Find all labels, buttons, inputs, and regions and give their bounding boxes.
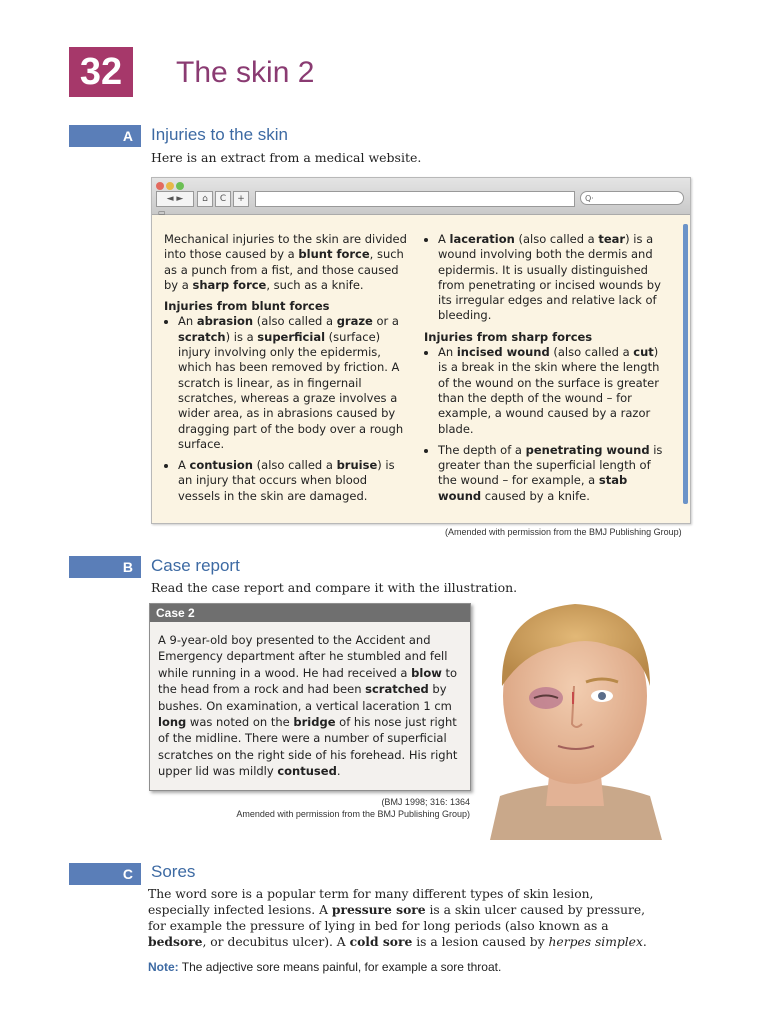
section-c-tab: C (69, 863, 141, 885)
zoom-window-button[interactable] (176, 182, 184, 190)
article-intro: Mechanical injuries to the skin are divided into those caused by a blunt force, such as a punch from a fist, and those caused by a sharp force, such as a knife. (164, 232, 407, 292)
section-a-tab: A (69, 125, 141, 147)
heading-blunt-forces: Injuries from blunt forces (164, 299, 330, 314)
browser-window (151, 177, 691, 524)
minimize-window-button[interactable] (166, 182, 174, 190)
section-b-title: Case report (151, 556, 240, 575)
reload-icon[interactable]: C (215, 191, 231, 207)
note (148, 960, 501, 974)
list-item: • An incised wound (also called a cut) is a break in the skin where the length of the wound on the surface is greater than the depth of the wound – for example, a wound caused by a razor blade. (438, 345, 670, 437)
scrollbar[interactable] (683, 224, 688, 504)
case-text: A 9-year-old boy presented to the Accident and Emergency department after he stumbled and fell while running in a wood. He had received a blow to the head from a rock and had been scratched by bushes. On examination, a vertical laceration 1 cm long was noted on the bridge of his nose just right of the midline. There were a number of superficial scratches on the right side of his forehead. His right upper lid was mildly contused. (158, 633, 458, 779)
case-box (149, 603, 471, 791)
close-window-button[interactable] (156, 182, 164, 190)
article-column-left (164, 232, 409, 510)
list-item: • A laceration (also called a tear) is a wound involving both the dermis and epidermis. It is usually distinguished from penetrating or incised wounds by its irregular edges and relative lack of bleeding. (438, 232, 670, 324)
credit-a: (Amended with permission from the BMJ Publishing Group) (445, 527, 682, 537)
note-label: Note: (148, 960, 179, 974)
section-b-tab: B (69, 556, 141, 578)
address-bar[interactable] (255, 191, 575, 207)
add-tab-icon[interactable]: + (233, 191, 249, 207)
section-a-title: Injuries to the skin (151, 125, 289, 144)
note-text: The adjective sore means painful, for example a sore throat. (178, 960, 502, 974)
unit-title: The skin 2 (176, 56, 315, 89)
section-c-title: Sores (151, 862, 196, 881)
back-forward-buttons[interactable]: ◄ ► (156, 191, 194, 207)
boy-illustration (480, 596, 670, 840)
list-item: • The depth of a penetrating wound is greater than the superficial length of the wound – for example, a stab wound caused by a knife. (438, 443, 670, 504)
credit-b: (BMJ 1998; 316: 1364 Amended with permission from the BMJ Publishing Group) (236, 797, 470, 819)
article-column-right (424, 232, 670, 510)
bookmarks-icon[interactable]: ▭ (158, 208, 166, 217)
heading-sharp-forces: Injuries from sharp forces (424, 329, 593, 344)
list-item: • An abrasion (also called a graze or a scratch) is a superficial (surface) injury involving only the epidermis, which has been removed by friction. A scratch is linear, as in fingernail scratches, whereas a graze involves a wider area, as in abrasions caused by dragging part of the body over a rough surface. (178, 314, 409, 452)
section-a-intro: Here is an extract from a medical website. (151, 150, 422, 165)
sores-paragraph: The word sore is a popular term for many different types of skin lesion, especially infected lesions. A pressure sore is a skin ulcer caused by pressure, for example the pressure of lying in bed for long periods (also known as a bedsore, or decubitus ulcer). A cold sore is a lesion caused by herpes simplex. (148, 887, 647, 949)
browser-toolbar (152, 178, 690, 215)
section-b-intro: Read the case report and compare it with the illustration. (151, 580, 518, 595)
home-icon[interactable]: ⌂ (197, 191, 213, 207)
search-field[interactable]: Q· (580, 191, 684, 205)
unit-number: 32 (69, 47, 133, 97)
list-item: • A contusion (also called a bruise) is an injury that occurs when blood vessels in the skin are damaged. (178, 458, 409, 504)
case-title: Case 2 (150, 604, 470, 622)
